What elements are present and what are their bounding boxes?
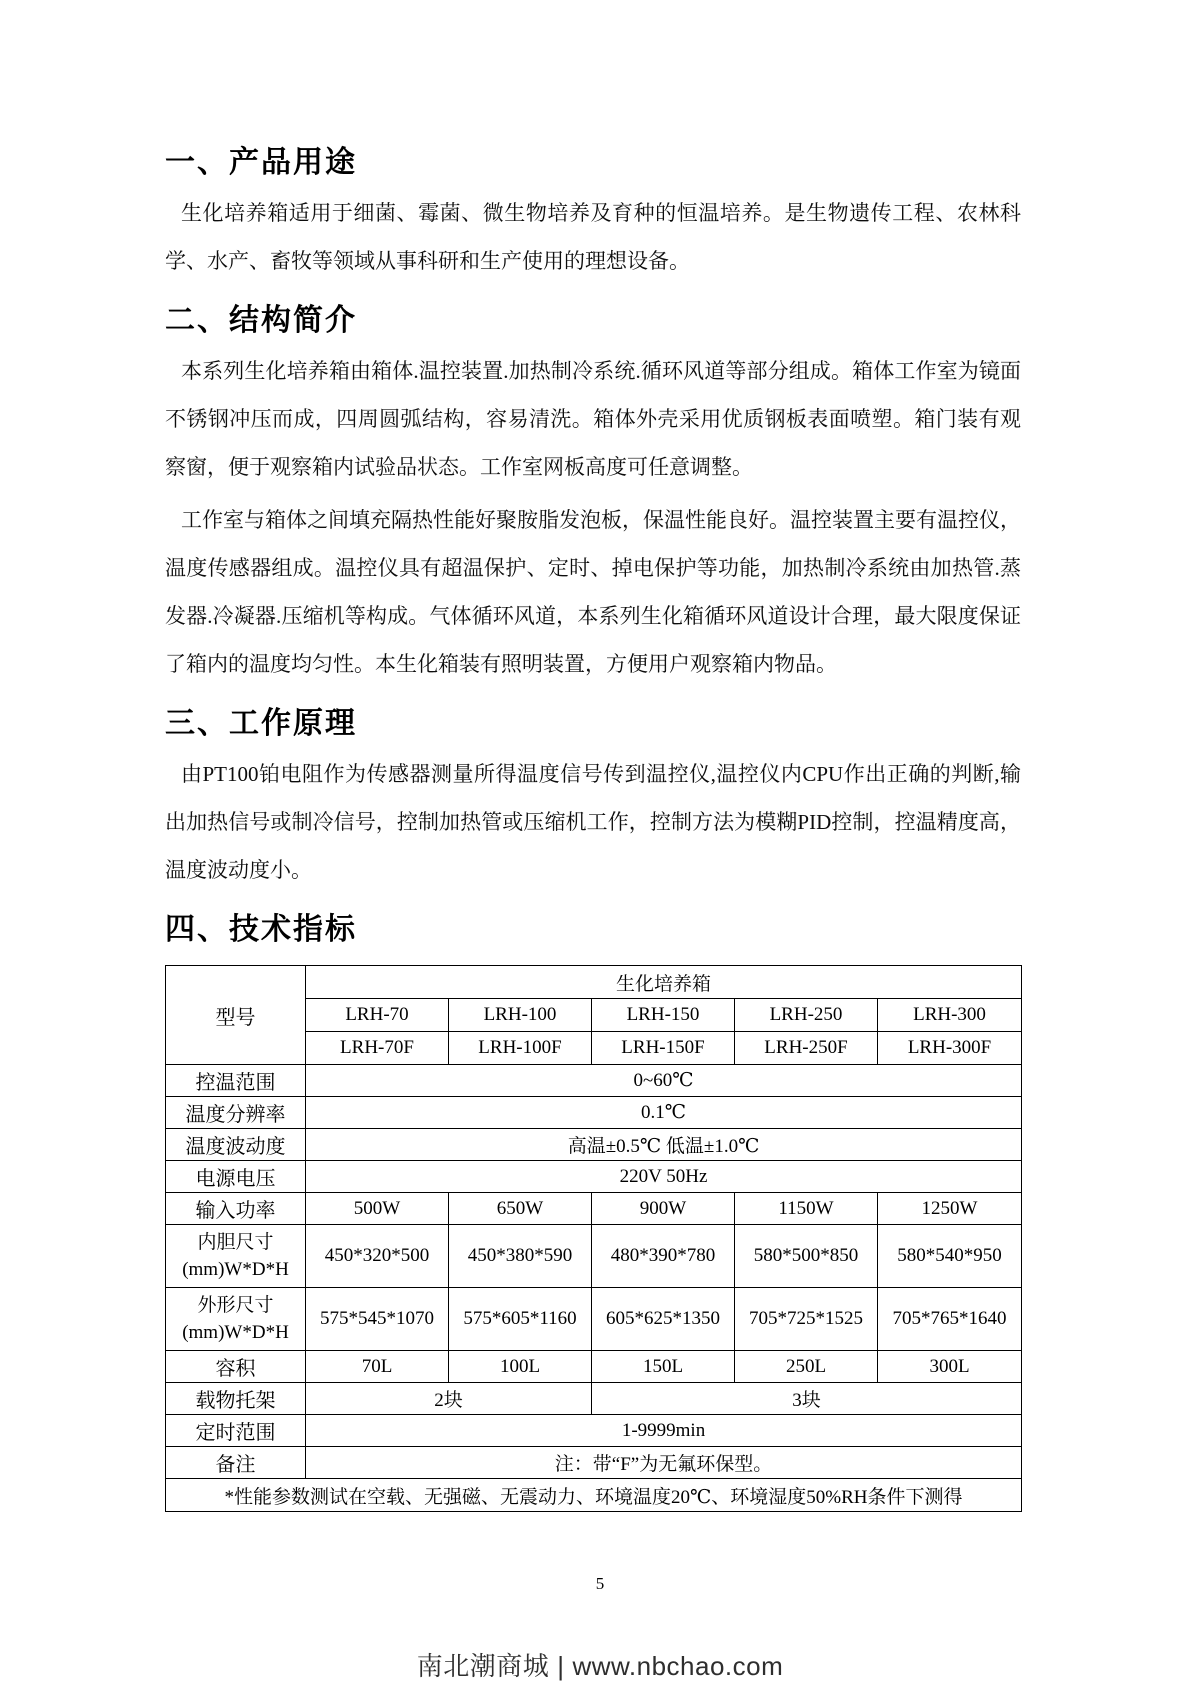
cell-temp-fluctuation-label: 温度波动度 bbox=[166, 1129, 306, 1161]
cell-timer-range-label: 定时范围 bbox=[166, 1415, 306, 1447]
table-row-shelves bbox=[166, 1383, 1022, 1415]
cell-model: LRH-300 bbox=[878, 999, 1022, 1032]
cell-model: LRH-150 bbox=[592, 999, 735, 1032]
section-heading-specs: 四、技术指标 bbox=[165, 913, 357, 946]
cell-temp-resolution-value: 0.1℃ bbox=[306, 1097, 1022, 1129]
footer-separator: | bbox=[557, 1651, 565, 1681]
cell-model-f: LRH-70F bbox=[306, 1032, 449, 1065]
section-heading-principle: 三、工作原理 bbox=[165, 707, 357, 740]
table-row-power-supply bbox=[166, 1161, 1022, 1193]
inner-size-label-line2: (mm)W*D*H bbox=[182, 1259, 289, 1280]
cell-temp-fluctuation-value: 高温±0.5℃ 低温±1.0℃ bbox=[306, 1129, 1022, 1161]
table-row-title bbox=[166, 966, 1022, 999]
paragraph-structure-1: 本系列生化培养箱由箱体.温控装置.加热制冷系统.循环风道等部分组成。箱体工作室为镜面不锈钢冲压而成，四周圆弧结构，容易清洗。箱体外壳采用优质钢板表面喷塑。箱门装有观察窗，便于观察箱内试验品状态。工作室网板高度可任意调整。 bbox=[165, 359, 1021, 479]
site-footer bbox=[0, 1646, 1200, 1683]
cell-inner-size: 580*540*950 bbox=[878, 1225, 1022, 1288]
outer-size-label-line1: 外形尺寸 bbox=[197, 1295, 274, 1316]
cell-shelves-label: 载物托架 bbox=[166, 1383, 306, 1415]
table-row-capacity bbox=[166, 1351, 1022, 1383]
paragraph-principle: 由PT100铂电阻作为传感器测量所得温度信号传到温控仪,温控仪内CPU作出正确的判断,输出加热信号或制冷信号，控制加热管或压缩机工作，控制方法为模糊PID控制，控温精度高，温度波动度小。 bbox=[165, 762, 1021, 882]
cell-input-power: 1250W bbox=[878, 1193, 1022, 1225]
cell-shelves-left: 2块 bbox=[306, 1383, 592, 1415]
cell-inner-size: 480*390*780 bbox=[592, 1225, 735, 1288]
footer-url-link[interactable]: www.nbchao.com bbox=[572, 1651, 784, 1681]
cell-temp-range-value: 0~60℃ bbox=[306, 1065, 1022, 1097]
cell-capacity: 300L bbox=[878, 1351, 1022, 1383]
cell-temp-range-label: 控温范围 bbox=[166, 1065, 306, 1097]
cell-model: LRH-250 bbox=[735, 999, 878, 1032]
cell-shelves-right: 3块 bbox=[592, 1383, 1022, 1415]
cell-model: LRH-70 bbox=[306, 999, 449, 1032]
cell-capacity-label: 容积 bbox=[166, 1351, 306, 1383]
cell-model-f: LRH-300F bbox=[878, 1032, 1022, 1065]
outer-size-label-line2: (mm)W*D*H bbox=[182, 1322, 289, 1343]
cell-model-f: LRH-150F bbox=[592, 1032, 735, 1065]
cell-input-power: 650W bbox=[449, 1193, 592, 1225]
cell-remark-label: 备注 bbox=[166, 1447, 306, 1479]
paragraph-product-use: 生化培养箱适用于细菌、霉菌、微生物培养及育种的恒温培养。是生物遗传工程、农林科学、水产、畜牧等领域从事科研和生产使用的理想设备。 bbox=[165, 201, 1021, 273]
cell-input-power: 500W bbox=[306, 1193, 449, 1225]
cell-outer-size: 605*625*1350 bbox=[592, 1288, 735, 1351]
cell-timer-range-value: 1-9999min bbox=[306, 1415, 1022, 1447]
cell-outer-size: 575*605*1160 bbox=[449, 1288, 592, 1351]
cell-inner-size: 450*320*500 bbox=[306, 1225, 449, 1288]
cell-model-label: 型号 bbox=[166, 966, 306, 1065]
cell-model-f: LRH-250F bbox=[735, 1032, 878, 1065]
cell-outer-size-label bbox=[166, 1288, 306, 1351]
cell-footnote: *性能参数测试在空载、无强磁、无震动力、环境温度20℃、环境湿度50%RH条件下测得 bbox=[166, 1479, 1022, 1512]
table-row-temp-resolution bbox=[166, 1097, 1022, 1129]
page-number: 5 bbox=[595, 1574, 605, 1593]
page-content bbox=[165, 142, 1021, 1512]
cell-model-f: LRH-100F bbox=[449, 1032, 592, 1065]
inner-size-label-line1: 内胆尺寸 bbox=[197, 1232, 274, 1253]
section-heading-product-use: 一、产品用途 bbox=[165, 146, 357, 179]
table-row-timer-range bbox=[166, 1415, 1022, 1447]
cell-product-title: 生化培养箱 bbox=[306, 966, 1022, 999]
cell-outer-size: 575*545*1070 bbox=[306, 1288, 449, 1351]
cell-input-power-label: 输入功率 bbox=[166, 1193, 306, 1225]
cell-inner-size-label bbox=[166, 1225, 306, 1288]
cell-outer-size: 705*725*1525 bbox=[735, 1288, 878, 1351]
table-row-outer-size bbox=[166, 1288, 1022, 1351]
table-row-temp-fluctuation bbox=[166, 1129, 1022, 1161]
table-row-remark bbox=[166, 1447, 1022, 1479]
cell-temp-resolution-label: 温度分辨率 bbox=[166, 1097, 306, 1129]
section-heading-structure: 二、结构简介 bbox=[165, 304, 357, 337]
cell-power-supply-label: 电源电压 bbox=[166, 1161, 306, 1193]
table-row-temp-range bbox=[166, 1065, 1022, 1097]
cell-input-power: 900W bbox=[592, 1193, 735, 1225]
table-row-input-power bbox=[166, 1193, 1022, 1225]
cell-input-power: 1150W bbox=[735, 1193, 878, 1225]
footer-brand: 南北潮商城 bbox=[416, 1651, 550, 1681]
cell-outer-size: 705*765*1640 bbox=[878, 1288, 1022, 1351]
paragraph-structure-2: 工作室与箱体之间填充隔热性能好聚胺脂发泡板，保温性能良好。温控装置主要有温控仪，温度传感器组成。温控仪具有超温保护、定时、掉电保护等功能，加热制冷系统由加热管.蒸发器.冷凝器.压缩机等构成。气体循环风道，本系列生化箱循环风道设计合理，最大限度保证了箱内的温度均匀性。本生化箱装有照明装置，方便用户观察箱内物品。 bbox=[165, 508, 1021, 676]
cell-capacity: 150L bbox=[592, 1351, 735, 1383]
cell-power-supply-value: 220V 50Hz bbox=[306, 1161, 1022, 1193]
cell-model: LRH-100 bbox=[449, 999, 592, 1032]
cell-remark-value: 注：带“F”为无氟环保型。 bbox=[306, 1447, 1022, 1479]
cell-capacity: 100L bbox=[449, 1351, 592, 1383]
cell-capacity: 250L bbox=[735, 1351, 878, 1383]
table-row-footnote bbox=[166, 1479, 1022, 1512]
spec-table bbox=[165, 965, 1022, 1512]
table-row-inner-size bbox=[166, 1225, 1022, 1288]
cell-capacity: 70L bbox=[306, 1351, 449, 1383]
cell-inner-size: 580*500*850 bbox=[735, 1225, 878, 1288]
cell-inner-size: 450*380*590 bbox=[449, 1225, 592, 1288]
